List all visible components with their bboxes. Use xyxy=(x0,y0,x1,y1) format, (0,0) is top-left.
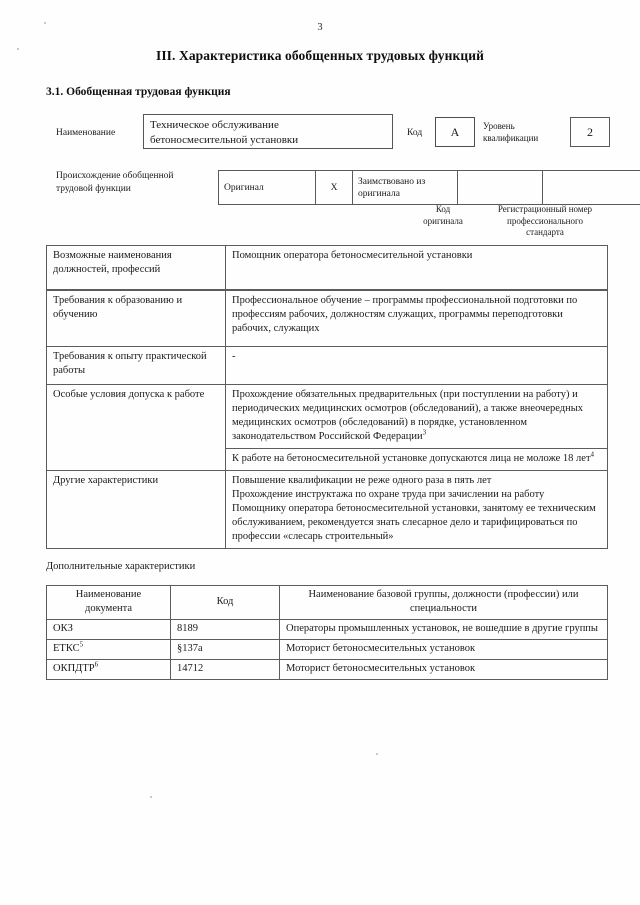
code-value-box: A xyxy=(435,117,475,147)
extra-row-name: Моторист бетоносмесительных установок xyxy=(280,640,608,660)
extra-header-name xyxy=(280,586,608,620)
education-requirement-value: Профессиональное обучение – программы профессиональной подготовки по профессиям рабочих, должностям служащих, программы переподготовки рабочих, служащих xyxy=(226,291,608,347)
origin-code-caption-line2: оригинала xyxy=(423,215,463,226)
table-row xyxy=(47,385,608,449)
positions-label: Возможные наименования должностей, профессий xyxy=(47,246,226,290)
extra-row-code: §137а xyxy=(171,640,280,660)
origin-reg-caption-line3: стандарта xyxy=(526,227,564,237)
special-conditions-value xyxy=(226,385,608,449)
table-row xyxy=(47,246,608,290)
name-field-value-line2: бетоносмесительной установки xyxy=(150,134,299,146)
other-characteristics-line-2: Прохождение инструктажа по охране труда при зачислении на работу xyxy=(232,489,545,500)
extra-header-name-line2: специальности xyxy=(410,603,477,614)
origin-label-line1: Происхождение обобщенной xyxy=(56,171,174,181)
section-heading: 3.1. Обобщенная трудовая функция xyxy=(46,86,231,98)
name-field-value xyxy=(143,114,393,149)
education-requirement-label: Требования к образованию и обучению xyxy=(47,291,226,347)
extra-row-document-text: ЕТКС xyxy=(53,643,80,654)
origin-code-caption xyxy=(406,204,480,227)
extra-header-document-line2: документа xyxy=(85,603,132,614)
origin-reg-caption-line1: Регистрационный номер xyxy=(497,204,593,214)
extra-row-document-text: ОКЗ xyxy=(53,623,73,634)
experience-requirement-value: - xyxy=(226,347,608,385)
qualification-level-label xyxy=(483,120,563,144)
table-row xyxy=(47,347,608,385)
code-label: Код xyxy=(407,128,423,138)
qualification-level-label-line1: Уровень xyxy=(483,121,515,131)
origin-reg-number-cell xyxy=(543,171,640,205)
footnote-marker-5: 5 xyxy=(79,640,84,649)
extra-row-document xyxy=(47,620,171,640)
qualification-level-label-line2: квалификации xyxy=(483,133,539,143)
extra-characteristics-table xyxy=(46,585,608,680)
scan-artifact xyxy=(376,753,378,755)
extra-header-name-line1: Наименование базовой группы, должности (профессии) или xyxy=(308,589,579,600)
special-conditions-text: Прохождение обязательных предварительных (при поступлении на работу) и периодических медицинских осмотров (обследований), а также внеочередных медицинских осмотров (обследований) в порядке, установленном законодательством Российской Федерации xyxy=(232,389,584,442)
footnote-marker-6: 6 xyxy=(94,660,99,669)
extra-row-document xyxy=(47,640,171,660)
table-row xyxy=(47,640,608,660)
positions-value: Помощник оператора бетоносмесительной установки xyxy=(226,246,608,290)
special-conditions-label: Особые условия допуска к работе xyxy=(47,385,226,471)
other-characteristics-label: Другие характеристики xyxy=(47,471,226,549)
requirements-table xyxy=(46,290,608,549)
origin-original-mark: X xyxy=(316,171,353,205)
origin-table xyxy=(218,170,640,205)
extra-header-code: Код xyxy=(171,586,280,620)
experience-requirement-label: Требования к опыту практической работы xyxy=(47,347,226,385)
page-number: 3 xyxy=(317,22,323,33)
extra-row-code: 14712 xyxy=(171,660,280,680)
footnote-marker-3: 3 xyxy=(422,428,427,437)
origin-original-label: Оригинал xyxy=(219,171,316,205)
other-characteristics-value xyxy=(226,471,608,549)
table-row xyxy=(47,620,608,640)
page-title: III. Характеристика обобщенных трудовых функций xyxy=(155,48,485,63)
scan-artifact xyxy=(150,796,152,798)
special-conditions-text-2: К работе на бетоносмесительной установке допускаются лица не моложе 18 лет xyxy=(232,453,591,464)
origin-reg-caption xyxy=(480,204,610,239)
extra-header-document-line1: Наименование xyxy=(75,589,142,600)
extra-characteristics-title: Дополнительные характеристики xyxy=(46,561,196,572)
name-field-value-line1: Техническое обслуживание xyxy=(150,119,279,131)
extra-row-document-text: ОКПДТР xyxy=(53,663,95,674)
special-conditions-value-2 xyxy=(226,449,608,471)
table-row xyxy=(219,171,640,205)
table-row xyxy=(47,471,608,549)
origin-label-line2: трудовой функции xyxy=(56,184,131,194)
qualification-level-value-box: 2 xyxy=(570,117,610,147)
origin-code-caption-line1: Код xyxy=(435,204,451,214)
table-row xyxy=(47,291,608,347)
table-row xyxy=(47,660,608,680)
extra-row-document xyxy=(47,660,171,680)
origin-borrowed-label: Заимствовано из оригинала xyxy=(353,171,458,205)
other-characteristics-line-3: Помощнику оператора бетоносмесительной установки, занятому ее техническим обслуживанием, рекомендуется знать слесарное дело и тарифицироваться по профессии «слесарь строительный» xyxy=(232,503,596,542)
table-header-row xyxy=(47,586,608,620)
origin-code-cell xyxy=(458,171,543,205)
extra-row-code: 8189 xyxy=(171,620,280,640)
positions-table xyxy=(46,245,608,290)
origin-label xyxy=(56,170,216,196)
extra-row-name: Операторы промышленных установок, не вошедшие в другие группы xyxy=(280,620,608,640)
footnote-marker-4: 4 xyxy=(590,450,595,459)
extra-row-name: Моторист бетоносмесительных установок xyxy=(280,660,608,680)
other-characteristics-line-1: Повышение квалификации не реже одного раза в пять лет xyxy=(232,475,492,486)
extra-header-document xyxy=(47,586,171,620)
name-field-label: Наименование xyxy=(56,128,116,138)
origin-reg-caption-line2: профессионального xyxy=(507,215,583,226)
